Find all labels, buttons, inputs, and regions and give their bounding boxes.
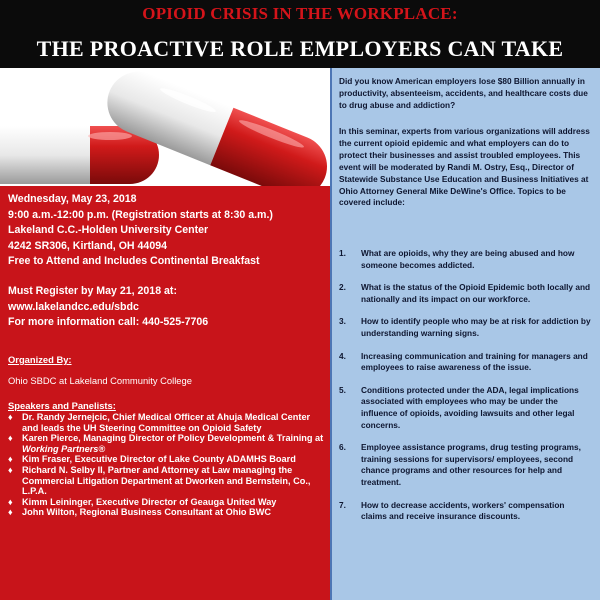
registration-url[interactable]: www.lakelandcc.edu/sbdc — [8, 300, 139, 313]
topic-item: 5. Conditions protected under the ADA, legal implications associated with employees who may be under the influence of opioids, avoiding lawsuits and other legal concerns. — [339, 384, 579, 430]
topics-list — [339, 248, 592, 534]
event-cost: Free to Attend and Includes Continental Breakfast — [8, 255, 260, 268]
speaker-item: ♦ John Wilton, Regional Business Consultant at Ohio BWC — [8, 507, 271, 518]
event-details-panel — [0, 186, 330, 600]
topic-item: 3. How to identify people who may be at risk for addiction by understanding warning signs. — [339, 316, 591, 338]
speaker-item: ♦ Kimm Leininger, Executive Director of Geauga United Way — [8, 496, 277, 507]
topic-item: 1. What are opioids, why they are being abused and how someone becomes addicted. — [339, 248, 575, 270]
title-line-1: OPIOID CRISIS IN THE WORKPLACE: — [142, 4, 458, 23]
topic-item: 7. How to decrease accidents, workers' compensation claims and receive insurance discounts. — [339, 499, 565, 522]
speakers-list — [8, 412, 324, 518]
flyer-header — [0, 0, 600, 68]
event-venue: Lakeland C.C.-Holden University Center — [8, 224, 209, 237]
pill-illustration — [0, 68, 330, 186]
diamond-bullet-icon: ♦ — [8, 464, 13, 475]
capsule-pills-icon — [0, 68, 330, 186]
intro-paragraph: Did you know American employers lose $80 Billion annually in productivity, absenteeism, accidents, and healthcare costs due to drug abuse and addiction? — [339, 76, 588, 110]
seminar-description-panel — [330, 68, 600, 600]
event-date: Wednesday, May 23, 2018 — [8, 193, 137, 205]
speaker-item: ♦ Dr. Randy Jernejcic, Chief Medical Officer at Ahuja Medical Center and leads the UH Steering Committee on Opioid Safety — [8, 412, 311, 433]
diamond-bullet-icon: ♦ — [8, 496, 13, 507]
body-paragraph: In this seminar, experts from various organizations will address the current opioid epidemic and what employers can do to protect their businesses and assist troubled employees. This event will be moderated by Randi M. Ostry, Esq., Director of Statewide Substance Use Education and Business Initiatives at Ohio Attorney General Mike DeWine's Office. Topics to be covered include: — [339, 126, 590, 208]
diamond-bullet-icon: ♦ — [8, 454, 13, 465]
speaker-item: ♦ Richard N. Selby II, Partner and Attorney at Law managing the Commercial Litigation Department at Dworken and Bernstein, Co., L.P.A. — [8, 464, 311, 497]
organizer-name: Ohio SBDC at Lakeland Community College — [8, 375, 192, 386]
topic-item: 4. Increasing communication and training for managers and employees to raise awareness of the issue. — [339, 350, 588, 373]
title-line-2: THE PROACTIVE ROLE EMPLOYERS CAN TAKE — [36, 36, 564, 61]
speaker-item: ♦ Kim Fraser, Executive Director of Lake County ADAMHS Board — [8, 454, 296, 465]
topic-item: 2. What is the status of the Opioid Epidemic both locally and nationally and its impact on our workforce. — [339, 282, 591, 304]
registration-deadline: Must Register by May 21, 2018 at: — [8, 285, 177, 297]
diamond-bullet-icon: ♦ — [8, 433, 13, 444]
event-info — [8, 192, 324, 270]
diamond-bullet-icon: ♦ — [8, 507, 13, 518]
speakers-heading: Speakers and Panelists: — [8, 400, 116, 411]
organizer-heading: Organized By: — [8, 354, 72, 365]
event-time: 9:00 a.m.-12:00 p.m. (Registration starts at 8:30 a.m.) — [8, 208, 273, 221]
registration-phone: For more information call: 440-525-7706 — [8, 316, 209, 329]
diamond-bullet-icon: ♦ — [8, 412, 13, 422]
event-address: 4242 SR306, Kirtland, OH 44094 — [8, 239, 167, 252]
speaker-item: ♦ Karen Pierce, Managing Director of Policy Development & Training at Working Partners® — [8, 433, 324, 454]
registration-info — [8, 284, 324, 331]
topic-item: 6. Employee assistance programs, drug testing programs, training sessions for supervisors/ employees, second chance programs and other resources for help and treatment. — [339, 442, 581, 487]
